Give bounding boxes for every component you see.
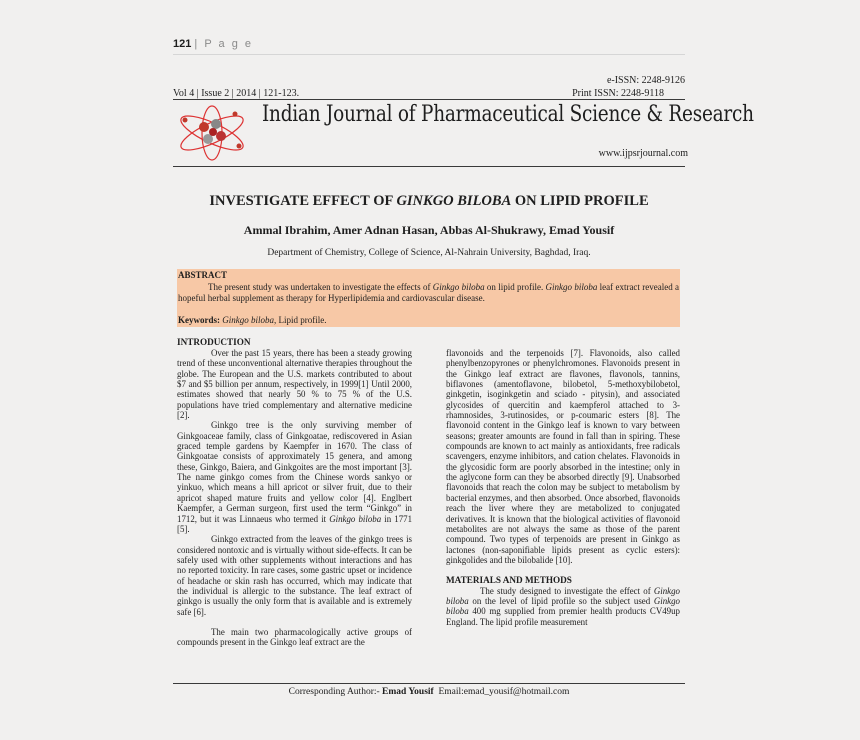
e-issn: e-ISSN: 2248-9126	[606, 75, 685, 86]
article-authors: Ammal Ibrahim, Amer Adnan Hasan, Abbas Al-Shukrawy, Emad Yousif	[243, 223, 615, 237]
page-number: 121 | P a g e	[173, 38, 253, 50]
page-label: | P a g e	[194, 38, 253, 50]
paragraph: flavonoids and the terpenoids [7]. Flavonoids, also called phenylbenzopyrones or phenylchromones. Flavonoids present in the Ginkgo leaf extract are flavones, flavonols, tannins, biflavones (amentoflavone, bilobetol, 5-methoxybilobetol, ginkgetin, isoginkgetin and sciado - pitysin), and associated glycosides of quercitin and kaempferol attached to 3-rhamnosides, 3-rutinosides, or p-coumaric esters [8]. The flavonoid content in the Ginkgo leaf is known to vary between seasons; greater amounts are found in fall than in spiring. These compounds are known to act mainly as antioxidants, free radicals scavengers, enzyme inhibitors, and cation chelates. Flavonoids in the glycosidic form are poorly absorbed in the intestine; only in the aglycone form can they be absorbed directly [9]. Unabsorbed flavonoids that reach the colon may be subject to metabolism by bacterial enzymes, and then absorbed. Once absorbed, flavonoids reach the liver where they are metabolized to conjugated derivatives. It is known that the biological activities of flavonoid metabolites are not always the same as those of the parent compound. Two types of terpenoids are present in Ginkgo as lactones (non-saponifiable lipids present as cyclic esters): ginkgolides and the bilobalide [10].	[446, 348, 680, 565]
abstract-box	[177, 269, 680, 327]
top-divider	[173, 54, 685, 55]
affiliation: Department of Chemistry, College of Science, Al-Nahrain University, Baghdad, Iraq.	[267, 248, 591, 258]
print-issn: Print ISSN: 2248-9118	[572, 88, 664, 99]
header-rule-top	[173, 99, 685, 100]
paragraph: Ginkgo extracted from the leaves of the ginkgo trees is considered nontoxic and is virtually without side-effects. It can be safely used with other supplements without interactions and has no reported toxicity. In rare cases, some gastric upset or incidence of headache or skin rash has occurred, which may indicate that the individual is allergic to the substance. The leaf extract of ginkgo is usually the only form that is available and is extremely safe [6].	[177, 534, 412, 617]
paragraph: The study designed to investigate the effect of Ginkgo biloba on the level of lipid profile so the subject used Ginkgo biloba 400 mg supplied from premier health products CV49up England. The lipid profile measurement	[446, 585, 680, 627]
journal-logo	[173, 102, 251, 164]
abstract-heading: ABSTRACT	[178, 270, 228, 280]
right-column	[446, 348, 680, 627]
paragraph: Ginkgo tree is the only surviving member of Ginkgoaceae family, class of Ginkgoatae, rediscovered in Asian graced temple gardens by Kaempfer in 1670. The class of Ginkgoatae consists of approximately 15 genera, and among these, Ginkgo, Baiera, and Ginkgoites are the most important [3]. The name ginkgo comes from the Chinese words sankyo or yinkuo, which means a hill apricot or silver fruit, due to their apricot shaped mature fruits and yellow color [4]. Englbert Kaempfer, a German surgeon, first used the term “Ginkgo” in 1712, but it was Linnaeus who termed it Ginkgo biloba in 1771 [5].	[177, 420, 413, 534]
footer-rule	[173, 683, 685, 684]
volume-info: Vol 4 | Issue 2 | 2014 | 121-123.	[173, 88, 300, 99]
left-column	[177, 348, 412, 648]
header-rule-bottom	[173, 166, 685, 167]
keywords: Keywords: Ginkgo biloba, Lipid profile.	[178, 315, 327, 325]
abstract-text: The present study was undertaken to investigate the effects of Ginkgo biloba on lipid profile. Ginkgo biloba leaf extract revealed a hopeful herbal supplement as therapy for Hyperlipidemia and cardiovascular disease.	[178, 282, 680, 303]
corresponding-author: Corresponding Author:- Emad Yousif Email:emad_yousif@hotmail.com	[288, 687, 570, 697]
methods-heading: MATERIALS AND METHODS	[446, 575, 572, 586]
paragraph: Over the past 15 years, there has been a steady growing trend of these unconventional alternative therapies throughout the globe. The European and the U.S. markets contributed to about $7 and $5 billion per annum, respectively, in 1999[1] Until 2000, estimates showed that nearly 50 % to 75 % of the U.S. populations have tried complementary and alternative medicine [2].	[177, 348, 412, 421]
journal-name: Indian Journal of Pharmaceutical Science & Research	[262, 102, 754, 127]
article-title: INVESTIGATE EFFECT OF GINKGO BILOBA ON LIPID PROFILE	[209, 193, 649, 209]
introduction-heading: INTRODUCTION	[177, 337, 251, 347]
journal-website: www.ijpsrjournal.com	[598, 148, 688, 159]
paragraph: The main two pharmacologically active groups of compounds present in the Ginkgo leaf extract are the	[177, 626, 412, 648]
